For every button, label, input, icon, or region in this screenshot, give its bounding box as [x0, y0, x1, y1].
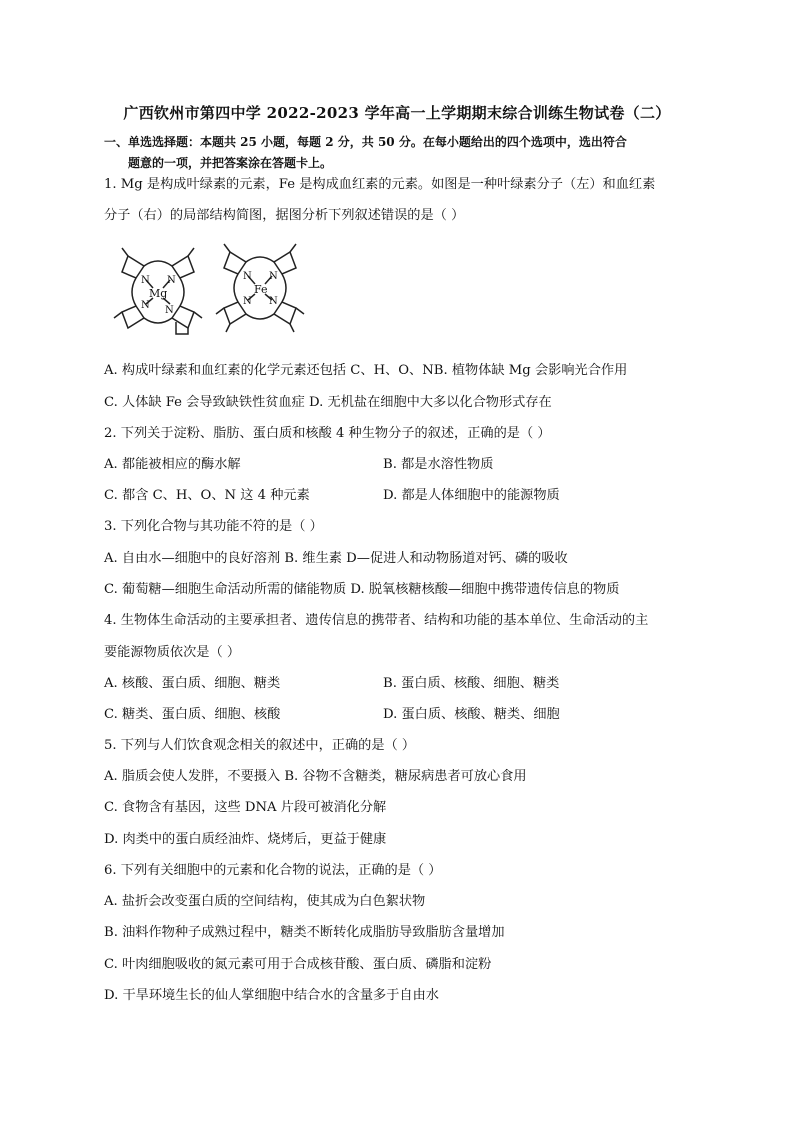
- q5-option-d: D. 肉类中的蛋白质经油炸、烧烤后，更益于健康: [104, 832, 387, 847]
- q1-stem-line2: 分子（右）的局部结构简图，据图分析下列叙述错误的是（ ）: [104, 208, 465, 223]
- q1-stem-line1: 1. Mg 是构成叶绿素的元素，Fe 是构成血红素的元素。如图是一种叶绿素分子（左）和血红素: [104, 177, 656, 192]
- chlorophyll-n-label-4: N: [165, 305, 174, 316]
- q4-option-c: C. 糖类、蛋白质、细胞、核酸: [104, 707, 281, 722]
- q1-figure: [110, 242, 310, 342]
- section-heading-line2: 题意的一项，并把答案涂在答题卡上。: [128, 156, 333, 170]
- q2-option-b: B. 都是水溶性物质: [383, 457, 494, 472]
- q6-option-b: B. 油料作物种子成熟过程中，糖类不断转化成脂肪导致脂肪含量增加: [104, 925, 505, 940]
- q4-option-d: D. 蛋白质、核酸、糖类、细胞: [383, 707, 560, 722]
- chlorophyll-n-label-3: N: [141, 300, 150, 311]
- section-heading: [104, 132, 696, 174]
- heme-n-label-1: N: [243, 271, 252, 282]
- q5-stem: 5. 下列与人们饮食观念相关的叙述中，正确的是（ ）: [104, 738, 416, 753]
- q4-option-b: B. 蛋白质、核酸、细胞、糖类: [383, 676, 560, 691]
- exam-title: 广西钦州市第四中学 2022-2023 学年高一上学期期末综合训练生物试卷（二）: [123, 104, 671, 122]
- q6-option-c: C. 叶肉细胞吸收的氮元素可用于合成核苷酸、蛋白质、磷脂和淀粉: [104, 957, 492, 972]
- q1-options-ab: A. 构成叶绿素和血红素的化学元素还包括 C、H、O、NB. 植物体缺 Mg 会影响光合作用: [104, 363, 628, 378]
- q6-option-d: D. 干旱环境生长的仙人掌细胞中结合水的含量多于自由水: [104, 988, 439, 1003]
- q1-options-cd: C. 人体缺 Fe 会导致缺铁性贫血症 D. 无机盐在细胞中大多以化合物形式存在: [104, 395, 552, 410]
- porphyrin-structures-diagram: [110, 242, 310, 342]
- section-heading-line1: 一、单选选择题：本题共 25 小题，每题 2 分，共 50 分。在每小题给出的四个选项中，选出符合: [104, 135, 627, 149]
- q2-stem: 2. 下列关于淀粉、脂肪、蛋白质和核酸 4 种生物分子的叙述，正确的是（ ）: [104, 426, 551, 441]
- heme-n-label-2: N: [269, 271, 278, 282]
- chlorophyll-n-label-1: N: [141, 275, 150, 286]
- q4-stem-line2: 要能源物质依次是（ ）: [104, 645, 241, 660]
- q2-option-a: A. 都能被相应的酶水解: [104, 457, 241, 472]
- q6-option-a: A. 盐折会改变蛋白质的空间结构，使其成为白色絮状物: [104, 894, 426, 909]
- heme-n-label-4: N: [269, 296, 278, 307]
- q4-stem-line1: 4. 生物体生命活动的主要承担者、遗传信息的携带者、结构和功能的基本单位、生命活动的主: [104, 613, 649, 628]
- q3-stem: 3. 下列化合物与其功能不符的是（ ）: [104, 519, 323, 534]
- q5-options-ab: A. 脂质会使人发胖，不要摄入 B. 谷物不含糖类，糖尿病患者可放心食用: [104, 769, 527, 784]
- q4-option-a: A. 核酸、蛋白质、细胞、糖类: [104, 676, 281, 691]
- q3-options-ab: A. 自由水—细胞中的良好溶剂 B. 维生素 D—促进人和动物肠道对钙、磷的吸收: [104, 551, 568, 566]
- q3-options-cd: C. 葡萄糖—细胞生命活动所需的储能物质 D. 脱氧核糖核酸—细胞中携带遗传信息的物质: [104, 582, 620, 597]
- q5-option-c: C. 食物含有基因，这些 DNA 片段可被消化分解: [104, 800, 387, 815]
- q2-option-c: C. 都含 C、H、O、N 这 4 种元素: [104, 488, 310, 503]
- heme-labels: [243, 271, 278, 307]
- chlorophyll-labels: [141, 275, 176, 316]
- fe-label: Fe: [254, 283, 268, 296]
- chlorophyll-n-label-2: N: [167, 275, 176, 286]
- heme-n-label-3: N: [243, 296, 252, 307]
- q6-stem: 6. 下列有关细胞中的元素和化合物的说法，正确的是（ ）: [104, 863, 442, 878]
- mg-label: Mg: [149, 287, 168, 300]
- q2-option-d: D. 都是人体细胞中的能源物质: [383, 488, 560, 503]
